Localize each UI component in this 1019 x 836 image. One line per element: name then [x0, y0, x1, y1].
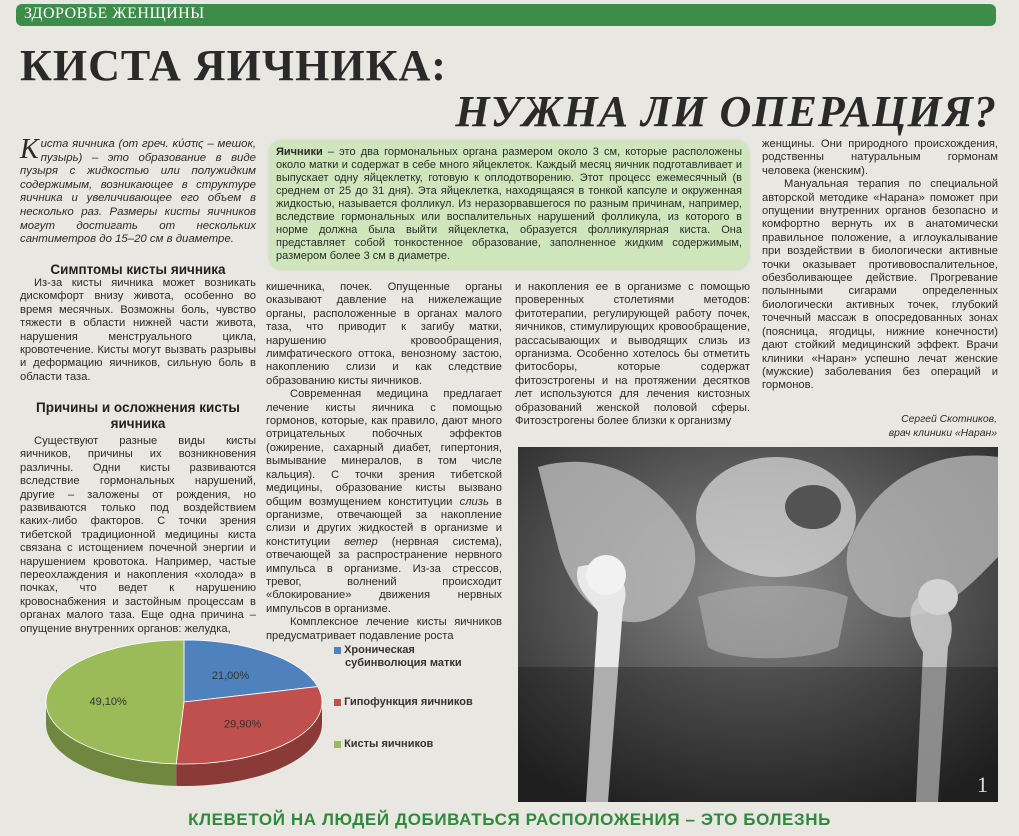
legend-item-2	[334, 738, 504, 751]
pie-chart-svg	[34, 624, 334, 806]
column-2	[266, 281, 502, 643]
author-role: врач клиники «Наран»	[888, 428, 997, 439]
legend-item-0	[334, 644, 504, 670]
pie-data-label-2: 49,10%	[89, 696, 127, 709]
symptoms-text: Из-за кисты яичника может возникать дискомфорт внизу живота, особенно во время месячных. Возможны боль, чувство тяжести в области нижней части живота, нарушения менструального цикла, кровотечение. Кисты могут вызвать разрывы и деформацию яичников, сильную боль в области таза.	[20, 277, 256, 383]
legend-item-1	[334, 696, 504, 709]
column-2-paragraph-3: Комплексное лечение кисты яичников предусматривает подавление роста	[266, 616, 502, 642]
column-4-paragraph-1: женщины. Они природного происхождения, родственны натуральным гормонам человека (женским).	[762, 138, 998, 177]
xray-photo	[518, 447, 998, 802]
column-3-text: и накопления ее в организме с помощью проверенных столетиями методов: фитотерапии, регулирующей работу почек, яичников, стимулирующих кровообращение, рассасывающих и выводящих слизь из организма. Особенно хотелось бы отметить фитосборы, которые содержат фитоэстрогены и на протяжении десятков лет используются для лечения кистозных образований женской половой сферы. Фитоэстрогены более близки к организму	[515, 281, 750, 428]
causes-text: Существуют разные виды кисты яичников, причины их возникновения различны. Одни кисты развиваются вследствие гормональных нарушений, другие – заложены от рождения, но развиваются только под воздействием каких-либо факторов. С точки зрения тибетской традиционной медицины киста связана с истощением почечной энергии и нарушением кровотока. Например, частые переохлаждения и накопления «холода» в почках, что ведет к нарушению кровоснабжения и застойным процессам в органах малого таза. Еще одна причина – опущение внутренних органов: желудка,	[20, 435, 256, 635]
legend-label-0b: субинволюция матки	[345, 657, 462, 669]
author-signature	[889, 413, 997, 441]
legend-label-2: Кисты яичников	[344, 738, 434, 750]
legend-swatch-2	[334, 741, 341, 748]
column-2-p2-part-a: Современная медицина предлагает лечение кисты яичника с помощью гормонов, которые, как правило, дают много отрицательных побочных эффектов (ожирение, сахарный диабет, гипертония, вымывание минералов, в том числе кальция). С точки зрения тибетской медицины, образование кисты вызвано общим возмущением конституции	[266, 388, 502, 508]
info-box-text	[276, 146, 742, 263]
column-2-p2-part-c: (нервная система), отвечающей за распространение нервного импульса в организме. Из-за стрессов, тревог, волнений происходит «блокирование» движения нервных импульсов в организме.	[266, 535, 503, 615]
pie-data-label-0: 21,00%	[211, 670, 250, 683]
legend-label-1: Гипофункция яичников	[344, 696, 473, 708]
info-box-term: Яичники	[276, 146, 323, 158]
legend-label-0a: Хроническая	[344, 644, 415, 656]
column-2-paragraph-2	[266, 388, 502, 616]
rubric-label: ЗДОРОВЬЕ ЖЕНЩИНЫ	[24, 5, 205, 22]
pie-chart	[34, 624, 504, 806]
headline-line-1: КИСТА ЯИЧНИКА:	[20, 41, 447, 90]
lead-text: иста яичника (от греч. κύστις – мешок, пузырь) – это образование в виде пузыря с жидкостью или полужидким содержимым, возникающее в структуре яичника и увеличивающее его объем в несколько раз. Размеры кисты яичников могут достигать от нескольких сантиметров до 15–20 см в диаметре.	[20, 138, 256, 246]
xray-image	[518, 447, 998, 802]
column-4-paragraph-2: Мануальная терапия по специальной авторской методике «Нарана» поможет при опущении внутренних органов безопасно и комфортно вернуть их в анатомически правильное положение, а иглоукалывание при воздействии в биологически активные точки оказывает противовоспалительное, обезболивающее действие. Прогревание полынными сигарами определенных биологически активных точек, глубокий точечный массаж в опосредованных зонах (поясница, ягодицы, нижние конечности) дают стойкий медицинский эффект. Врачи клиники «Наран» успешно лечат женские (мужские) заболевания без операций и гормонов.	[762, 178, 998, 392]
term-slime: слизь	[459, 495, 489, 508]
symptoms-heading: Симптомы кисты яичника	[50, 262, 226, 277]
author-name: Сергей Скотников,	[901, 414, 997, 425]
legend-swatch-0	[334, 647, 341, 654]
pie-data-label-1: 29,90%	[223, 718, 262, 731]
headline-line-2: НУЖНА ЛИ ОПЕРАЦИЯ?	[455, 87, 997, 136]
info-box-body: – это два гормональных органа размером около 3 см, которые расположены около матки и содержат в себе много яйцеклеток. Каждый месяц яичник подготавливает и выпускает одну яйцеклетку, готовую к оплодотворению. Этот процесс ежемесячный (в среднем от 25 до 31 дня). Эта яйцеклетка, находящаяся в тонкой капсуле и окруженная жидкостью, называется фолликул. Из неразорвавшегося по разным причинам, например, вследствие гормональных или воспалительных нарушений фолликула, из которого в норме должна была выйти яйцеклетка, образуется фолликулярная киста. Она представляет собой тонкостенное образование, заполненное жидким содержимым, размером более 3 см в диаметре.	[276, 146, 742, 262]
column-2-p2-part-b: в организме, отвечающей за накопление слизи и других жидкостей в организме и конституции	[266, 495, 502, 548]
lead-paragraph	[20, 134, 256, 247]
causes-heading: Причины и осложнения кисты яичника	[36, 400, 240, 431]
footer-motto: КЛЕВЕТОЙ НА ЛЮДЕЙ ДОБИВАТЬСЯ РАСПОЛОЖЕНИЯ – ЭТО БОЛЕЗНЬ	[188, 810, 831, 829]
photo-corner-mark: 1	[977, 772, 988, 797]
column-4	[762, 138, 998, 393]
column-2-paragraph-1: кишечника, почек. Опущенные органы оказывают давление на нижележащие органы, расположенные в органах малого таза, что приводит к загибу матки, нарушению кровообращения, лимфатического оттока, венозному застою, накоплению слизи и как следствие образованию кисты яичников.	[266, 281, 502, 387]
legend-swatch-1	[334, 699, 341, 706]
drop-cap: К	[20, 134, 39, 165]
term-wind: ветер	[344, 535, 378, 548]
